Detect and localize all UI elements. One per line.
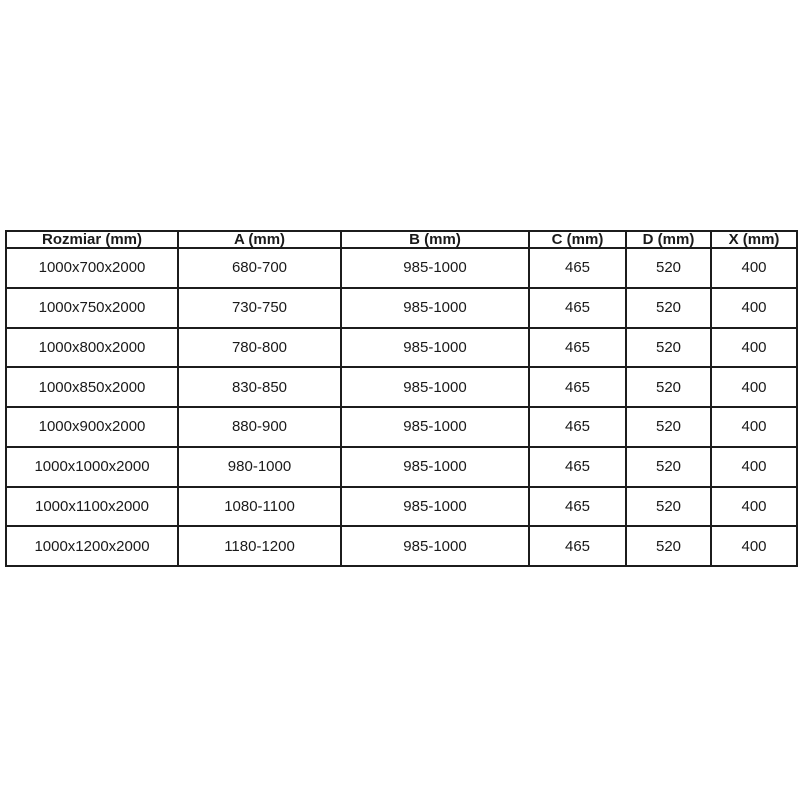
- cell-d: 520: [626, 447, 711, 487]
- cell-b: 985-1000: [341, 487, 529, 527]
- cell-c: 465: [529, 248, 626, 288]
- cell-x: 400: [711, 487, 797, 527]
- cell-rozmiar: 1000x750x2000: [6, 288, 178, 328]
- cell-d: 520: [626, 407, 711, 447]
- cell-c: 465: [529, 328, 626, 368]
- cell-c: 465: [529, 288, 626, 328]
- cell-a: 730-750: [178, 288, 341, 328]
- cell-b: 985-1000: [341, 248, 529, 288]
- cell-a: 980-1000: [178, 447, 341, 487]
- cell-b: 985-1000: [341, 526, 529, 566]
- cell-d: 520: [626, 487, 711, 527]
- cell-rozmiar: 1000x1100x2000: [6, 487, 178, 527]
- cell-rozmiar: 1000x800x2000: [6, 328, 178, 368]
- cell-rozmiar: 1000x1000x2000: [6, 447, 178, 487]
- column-header-rozmiar: Rozmiar (mm): [6, 231, 178, 248]
- table-row: [6, 248, 797, 288]
- cell-rozmiar: 1000x900x2000: [6, 407, 178, 447]
- cell-b: 985-1000: [341, 407, 529, 447]
- cell-d: 520: [626, 288, 711, 328]
- table-row: [6, 367, 797, 407]
- header-row: [6, 231, 797, 248]
- cell-x: 400: [711, 447, 797, 487]
- cell-rozmiar: 1000x850x2000: [6, 367, 178, 407]
- column-header-d: D (mm): [626, 231, 711, 248]
- column-header-c: C (mm): [529, 231, 626, 248]
- cell-b: 985-1000: [341, 367, 529, 407]
- cell-b: 985-1000: [341, 288, 529, 328]
- cell-a: 1180-1200: [178, 526, 341, 566]
- cell-c: 465: [529, 407, 626, 447]
- cell-x: 400: [711, 407, 797, 447]
- cell-rozmiar: 1000x1200x2000: [6, 526, 178, 566]
- cell-a: 880-900: [178, 407, 341, 447]
- cell-x: 400: [711, 328, 797, 368]
- cell-c: 465: [529, 526, 626, 566]
- cell-c: 465: [529, 487, 626, 527]
- cell-b: 985-1000: [341, 328, 529, 368]
- cell-c: 465: [529, 447, 626, 487]
- cell-b: 985-1000: [341, 447, 529, 487]
- column-header-b: B (mm): [341, 231, 529, 248]
- table-row: [6, 407, 797, 447]
- cell-d: 520: [626, 248, 711, 288]
- dimensions-table: [5, 230, 798, 567]
- column-header-x: X (mm): [711, 231, 797, 248]
- table-row: [6, 487, 797, 527]
- cell-a: 1080-1100: [178, 487, 341, 527]
- cell-a: 830-850: [178, 367, 341, 407]
- cell-a: 780-800: [178, 328, 341, 368]
- table-row: [6, 328, 797, 368]
- table-row: [6, 288, 797, 328]
- cell-x: 400: [711, 248, 797, 288]
- column-header-a: A (mm): [178, 231, 341, 248]
- table-row: [6, 526, 797, 566]
- cell-a: 680-700: [178, 248, 341, 288]
- cell-c: 465: [529, 367, 626, 407]
- cell-x: 400: [711, 367, 797, 407]
- cell-d: 520: [626, 367, 711, 407]
- cell-x: 400: [711, 526, 797, 566]
- cell-x: 400: [711, 288, 797, 328]
- cell-d: 520: [626, 328, 711, 368]
- cell-d: 520: [626, 526, 711, 566]
- table-row: [6, 447, 797, 487]
- cell-rozmiar: 1000x700x2000: [6, 248, 178, 288]
